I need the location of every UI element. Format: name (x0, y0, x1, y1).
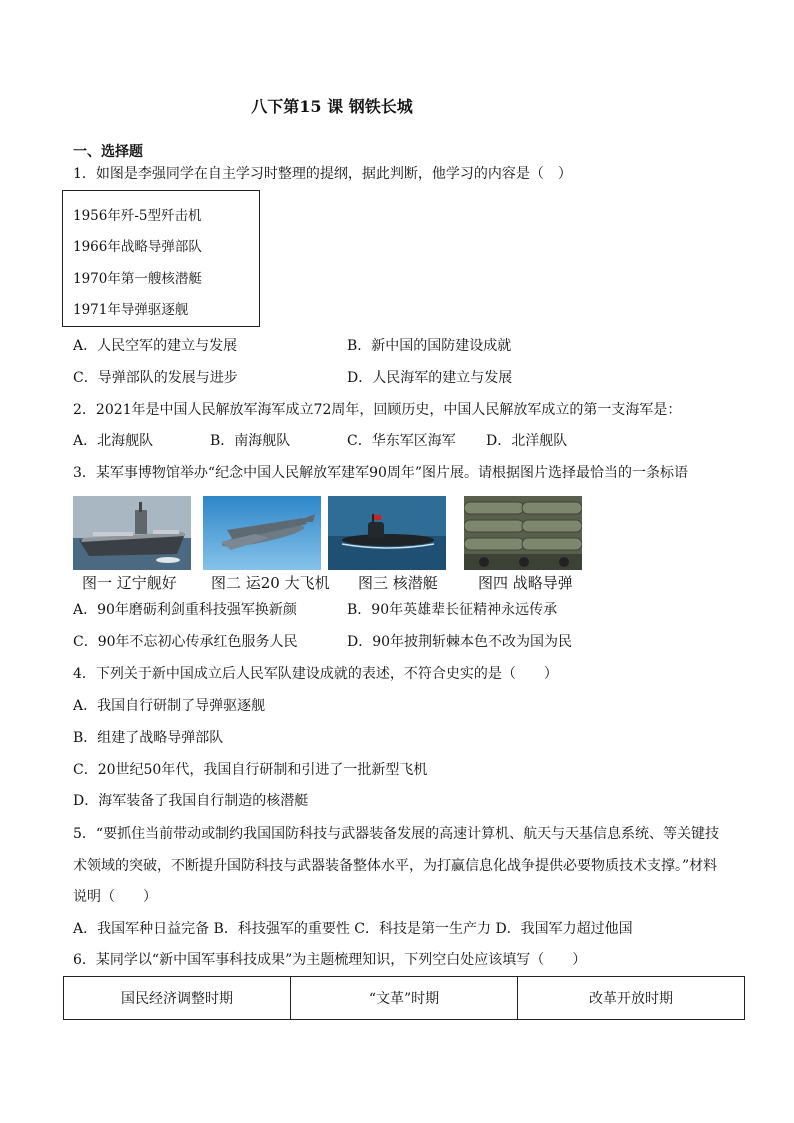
q3-caption-1: 图一 辽宁舰好 (82, 574, 177, 592)
q2-option-d[interactable]: D．北洋舰队 (486, 433, 568, 449)
q3-caption-4: 图四 战略导弹 (478, 574, 573, 592)
q4-option-b[interactable]: B．组建了战略导弹部队 (73, 730, 224, 746)
q1-box-item: 1966年战略导弹部队 (73, 239, 202, 255)
q6-header-1: 国民经济调整时期 (64, 977, 291, 1020)
submarine-photo (328, 496, 446, 570)
q3-option-a[interactable]: A．90年磨砺利剑重科技强军换新颜 (73, 602, 297, 618)
q3-stem: 3．某军事博物馆举办“纪念中国人民解放军建军90周年”图片展。请根据图片选择最恰当的一条标语 (73, 465, 689, 481)
q1-outline-box (62, 190, 260, 327)
table-row (64, 977, 745, 1020)
q1-option-d[interactable]: D．人民海军的建立与发展 (347, 370, 513, 386)
q1-option-a[interactable]: A．人民空军的建立与发展 (73, 338, 238, 354)
q6-header-3: 改革开放时期 (518, 977, 745, 1020)
q5-stem-line-2: 术领域的突破，不断提升国防科技与武器装备整体水平，为打赢信息化战争提供必要物质技术支撑。”材料 (73, 858, 718, 874)
q4-option-c[interactable]: C．20世纪50年代，我国自行研制和引进了一批新型飞机 (73, 762, 428, 778)
q1-option-c[interactable]: C．导弹部队的发展与进步 (73, 370, 238, 386)
q3-option-c[interactable]: C．90年不忘初心传承红色服务人民 (73, 634, 298, 650)
q5-stem-line-1: 5．“要抓住当前带动或制约我国国防科技与武器装备发展的高速计算机、航天与天基信息系统、等关键技 (73, 826, 720, 842)
q2-option-c[interactable]: C．华东军区海军 (347, 433, 456, 449)
q1-box-item: 1970年第一艘核潜艇 (73, 271, 202, 287)
q3-option-d[interactable]: D．90年披荆斩棘本色不改为国为民 (347, 634, 573, 650)
carrier-photo (73, 496, 191, 570)
q1-stem: 1．如图是李强同学在自主学习时整理的提纲，据此判断，他学习的内容是（ ） (73, 166, 572, 182)
q3-caption-2: 图二 运20 大飞机 (211, 574, 330, 592)
q3-caption-3: 图三 核潜艇 (358, 574, 438, 592)
q6-header-2: “文革”时期 (291, 977, 518, 1020)
q4-option-a[interactable]: A．我国自行研制了导弹驱逐舰 (73, 698, 266, 714)
q1-box-item: 1956年歼-5型歼击机 (73, 208, 202, 224)
q5-stem-line-3: 说明（ ） (73, 889, 157, 905)
q1-option-b[interactable]: B．新中国的国防建设成就 (347, 338, 512, 354)
q1-box-item: 1971年导弹驱逐舰 (73, 302, 189, 318)
missile-photo (464, 496, 582, 570)
q2-option-b[interactable]: B．南海舰队 (210, 433, 291, 449)
q4-stem: 4．下列关于新中国成立后人民军队建设成就的表述，不符合史实的是（ ） (73, 666, 558, 682)
q3-option-b[interactable]: B．90年英雄辈长征精神永远传承 (347, 602, 558, 618)
q2-stem: 2．2021年是中国人民解放军海军成立72周年，回顾历史，中国人民解放军成立的第一支海军是： (73, 402, 682, 418)
page-title: 八下第15 课 钢铁长城 (251, 97, 413, 116)
q4-option-d[interactable]: D．海军装备了我国自行制造的核潜艇 (73, 793, 309, 809)
q6-stem: 6．某同学以“新中国军事科技成果”为主题梳理知识，下列空白处应该填写（ ） (73, 952, 587, 968)
transport-plane-photo (203, 496, 321, 570)
section-heading: 一、选择题 (73, 144, 143, 160)
q2-option-a[interactable]: A．北海舰队 (73, 433, 154, 449)
q5-options[interactable]: A．我国军种日益完备 B．科技强军的重要性 C．科技是第一生产力 D．我国军力超过他国 (73, 921, 633, 937)
q6-table (63, 976, 745, 1020)
